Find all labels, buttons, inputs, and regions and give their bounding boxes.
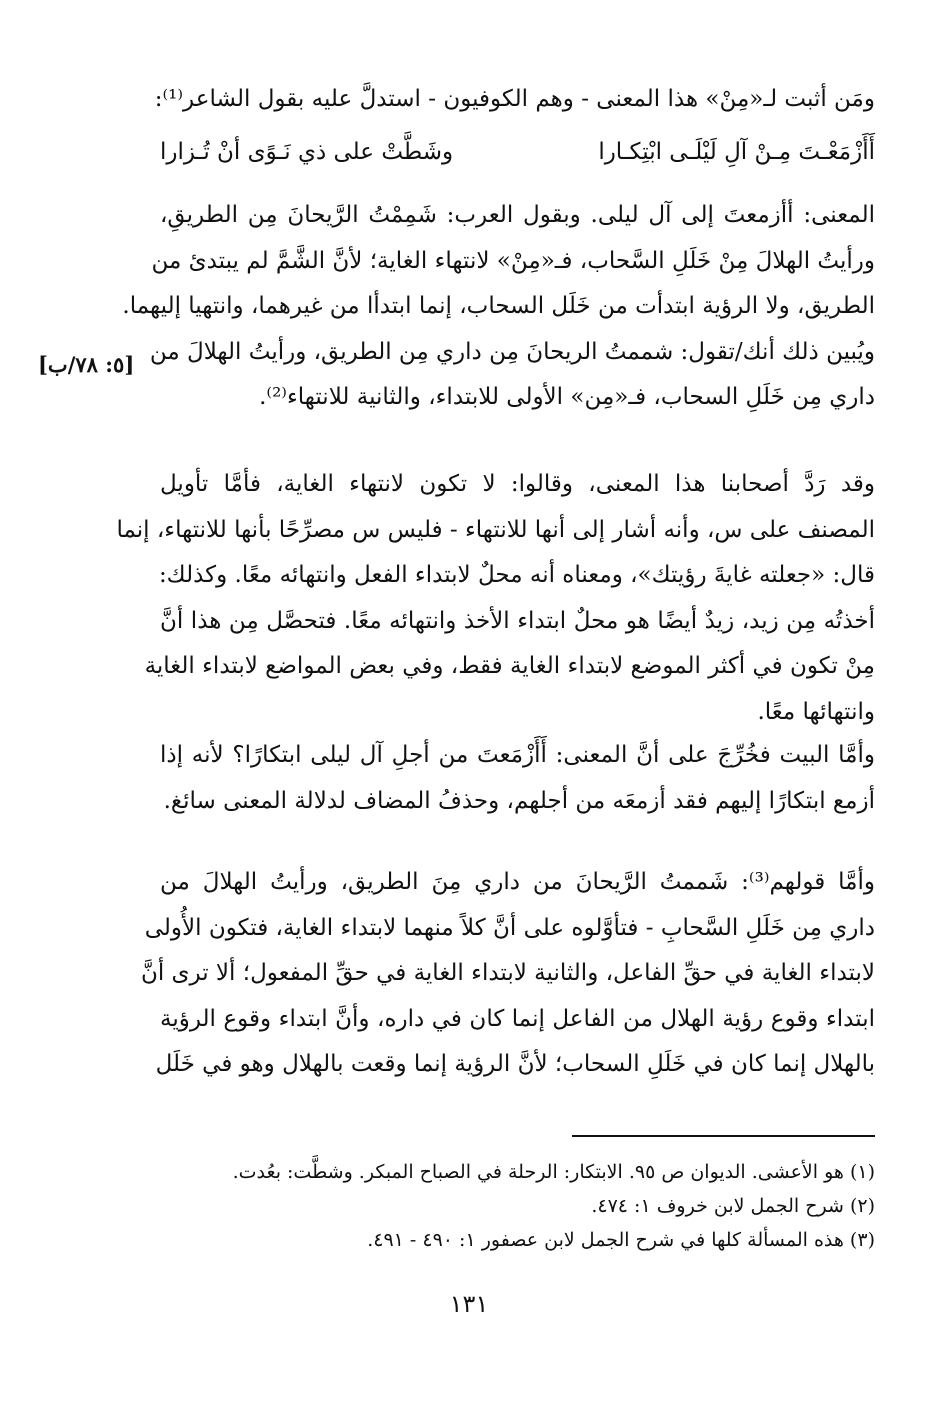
footnote-item: (١) هو الأعشى. الديوان ص ٩٥. الابتكار: الرحلة في الصباح المبكر. وشطَّت: بعُدت. xyxy=(232,1161,875,1183)
text-line: وأمَّا البيت فخُرِّجَ على أنَّ المعنى: أَأَزْمَعتَ من أجلِ آل ليلى ابتكارًا؟ لأنه إذا xyxy=(160,742,875,768)
footnote-separator xyxy=(572,1135,875,1137)
footnote-item: (٣) هذه المسألة كلها في شرح الجمل لابن عصفور ١: ٤٩٠ - ٤٩١. xyxy=(367,1229,875,1251)
text-line: أخذتُه مِن زيد، زيدٌ أيضًا هو محلٌ ابتداء الأخذ وانتهائه معًا. فتحصَّل مِن هذا أنَّ xyxy=(160,607,875,634)
text-line: أزمع ابتكارًا إليهم فقد أزمعَه من أجلهم، وحذفُ المضاف لدلالة المعنى سائغ. xyxy=(163,787,875,814)
text-line: قال: «جعلته غايةَ رؤيتك»، ومعناه أنه محلٌ لابتداء الفعل وانتهائه معًا. وكذلك: xyxy=(158,562,875,588)
footnotes xyxy=(160,1155,875,1257)
text-line: لابتداء الغاية في حقِّ الفاعل، والثانية لابتداء الغاية في حقِّ المفعول؛ ألا ترى أنَّ xyxy=(140,960,875,986)
text-line: داري مِن خَلَلِ السَّحابِ - فتأوَّلوه على أنَّ كلاً منهما لابتداء الغاية، فتكون الأُولى xyxy=(144,914,875,941)
text-line: ومَن أثبت لـ«مِنْ» هذا المعنى - وهم الكوفيون - استدلَّ عليه بقول الشاعر⁽¹⁾: xyxy=(154,86,875,112)
text-line: ورأيتُ الهلالَ مِنْ خَلَلِ السَّحاب، فـ«مِنْ» لانتهاء الغاية؛ لأنَّ الشَّمَّ لم يبتدئ من xyxy=(151,247,875,274)
paragraph-meaning xyxy=(122,193,875,421)
text-line: ويُبين ذلك أنك/تقول: شممتُ الريحانَ مِن داري مِن الطريق، ورأيتُ الهلالَ من xyxy=(149,338,875,365)
footnote-item: (٢) شرح الجمل لابن خروف ١: ٤٧٤. xyxy=(591,1195,875,1217)
text-line: مِنْ تكون في أكثر الموضع لابتداء الغاية فقط، وفي بعض المواضع لابتداء الغاية xyxy=(144,653,875,679)
verse-first-hemistich: أَأَزْمَعْـتَ مِـنْ آلِ لَيْلَـى ابْتِكـارا xyxy=(598,139,875,165)
verse-second-hemistich: وشَطَّتْ على ذي نَـوًى أنْ تُـزارا xyxy=(160,139,454,165)
text-line: ابتداء وقوع رؤية الهلال من الفاعل إنما كان في داره، وأنَّ ابتداء وقوع الرؤية xyxy=(160,1005,875,1032)
text-line: بالهلال إنما كان في خَلَلِ السحاب؛ لأنَّ الرؤية إنما وقعت بالهلال وهو في خَلَل xyxy=(155,1051,875,1077)
paragraph-rebuttal xyxy=(116,462,875,735)
text-line: وأمَّا قولهم⁽³⁾: شَممتُ الرَّيحانَ من داري مِنَ الطريق، ورأيتُ الهلالَ من xyxy=(160,869,875,895)
paragraph-intro xyxy=(154,77,875,123)
poetry-verse xyxy=(160,133,875,179)
text-line: الطريق، ولا الرؤية ابتدأت من خَلَل السحاب، إنما ابتدأا من غيرهما، وانتهيا إليهما. xyxy=(122,293,875,319)
text-line: داري مِن خَلَلِ السحاب، فـ«مِن» الأولى للابتداء، والثانية للانتهاء⁽²⁾. xyxy=(259,384,875,410)
paragraph-interpretation xyxy=(140,860,875,1088)
text-line: وقد رَدَّ أصحابنا هذا المعنى، وقالوا: لا تكون لانتهاء الغاية، فأمَّا تأويل xyxy=(160,471,875,497)
manuscript-folio-marker: [٥: ٧٨/ب] xyxy=(38,352,135,377)
text-line: وانتهائها معًا. xyxy=(757,698,875,725)
text-line: المصنف على س، وأنه أشار إلى أنها للانتهاء - فليس س مصرِّحًا بأنها للانتهاء، إنما xyxy=(116,516,875,543)
text-line: المعنى: أأزمعتَ إلى آل ليلى. وبقول العرب: شَمِمْتُ الرَّيحانَ مِن الطريقِ، xyxy=(160,202,875,228)
paragraph-verse-interpretation xyxy=(160,733,875,824)
page-number: ١٣١ xyxy=(449,1290,489,1318)
